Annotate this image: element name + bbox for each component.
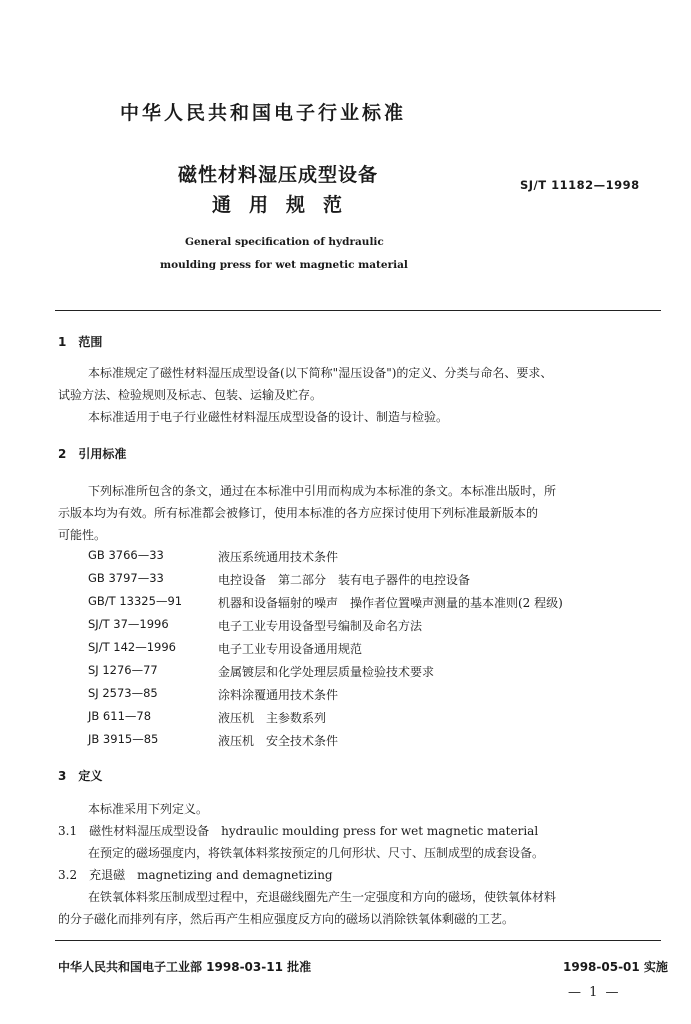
english-title-line1: General specification of hydraulic bbox=[185, 236, 384, 248]
effective-date: 1998-05-01 实施 bbox=[563, 960, 668, 974]
document-title-line2: 通用规范 bbox=[212, 194, 361, 216]
section-1-paragraph: 本标准规定了磁性材料湿压成型设备(以下简称"湿压设备")的定义、分类与命名、要求、 bbox=[88, 366, 553, 380]
reference-code: SJ 2573—85 bbox=[88, 686, 158, 700]
document-title-line1: 磁性材料湿压成型设备 bbox=[178, 164, 379, 186]
reference-title: 液压机 主参数系列 bbox=[218, 711, 327, 725]
reference-title: 机器和设备辐射的噪声 操作者位置噪声测量的基本准则(2 程级) bbox=[218, 596, 563, 610]
reference-title: 电控设备 第二部分 装有电子器件的电控设备 bbox=[218, 573, 471, 587]
reference-code: SJ/T 37—1996 bbox=[88, 617, 169, 631]
section-3-intro: 本标准采用下列定义。 bbox=[88, 802, 209, 816]
section-2-paragraph: 示版本均为有效。所有标准都会被修订，使用本标准的各方应探讨使用下列标准最新版本的 bbox=[58, 506, 539, 520]
footer-divider bbox=[55, 940, 661, 941]
header-divider bbox=[55, 310, 661, 311]
reference-code: JB 611—78 bbox=[88, 709, 152, 723]
definition-3-2-text: 的分子磁化而排列有序，然后再产生相应强度反方向的磁场以消除铁氧体剩磁的工艺。 bbox=[58, 912, 515, 926]
reference-code: SJ 1276—77 bbox=[88, 663, 158, 677]
reference-title: 电子工业专用设备型号编制及命名方法 bbox=[218, 619, 423, 633]
definition-3-1-term: 3.1 磁性材料湿压成型设备 hydraulic moulding press for wet magnetic material bbox=[58, 824, 539, 838]
organization-title: 中华人民共和国电子行业标准 bbox=[120, 102, 407, 124]
standard-code: SJ/T 11182—1998 bbox=[520, 178, 640, 192]
section-2-paragraph: 可能性。 bbox=[58, 528, 107, 542]
definition-3-1-text: 在预定的磁场强度内，将铁氧体料浆按预定的几何形状、尺寸、压制成型的成套设备。 bbox=[88, 846, 545, 860]
section-3-heading: 3 定义 bbox=[58, 769, 103, 783]
reference-code: GB 3766—33 bbox=[88, 548, 164, 562]
definition-3-2-text: 在铁氧体料浆压制成型过程中，充退磁线圈先产生一定强度和方向的磁场，使铁氧体材料 bbox=[88, 890, 557, 904]
reference-code: SJ/T 142—1996 bbox=[88, 640, 176, 654]
reference-title: 液压机 安全技术条件 bbox=[218, 734, 339, 748]
reference-title: 电子工业专用设备通用规范 bbox=[218, 642, 363, 656]
section-2-paragraph: 下列标准所包含的条文，通过在本标准中引用而构成为本标准的条文。本标准出版时，所 bbox=[88, 484, 557, 498]
definition-3-2-term: 3.2 充退磁 magnetizing and demagnetizing bbox=[58, 868, 333, 882]
reference-code: JB 3915—85 bbox=[88, 732, 159, 746]
section-2-heading: 2 引用标准 bbox=[58, 447, 127, 461]
reference-title: 涂料涂覆通用技术条件 bbox=[218, 688, 339, 702]
reference-code: GB/T 13325—91 bbox=[88, 594, 183, 608]
reference-title: 液压系统通用技术条件 bbox=[218, 550, 339, 564]
approval-line: 中华人民共和国电子工业部 1998-03-11 批准 bbox=[58, 960, 312, 974]
english-title-line2: moulding press for wet magnetic material bbox=[160, 259, 408, 271]
section-1-heading: 1 范围 bbox=[58, 335, 103, 349]
reference-title: 金属镀层和化学处理层质量检验技术要求 bbox=[218, 665, 435, 679]
reference-code: GB 3797—33 bbox=[88, 571, 164, 585]
page-number: — 1 — bbox=[568, 985, 621, 1000]
section-1-paragraph: 试验方法、检验规则及标志、包装、运输及贮存。 bbox=[58, 388, 323, 402]
section-1-paragraph: 本标准适用于电子行业磁性材料湿压成型设备的设计、制造与检验。 bbox=[88, 410, 449, 424]
